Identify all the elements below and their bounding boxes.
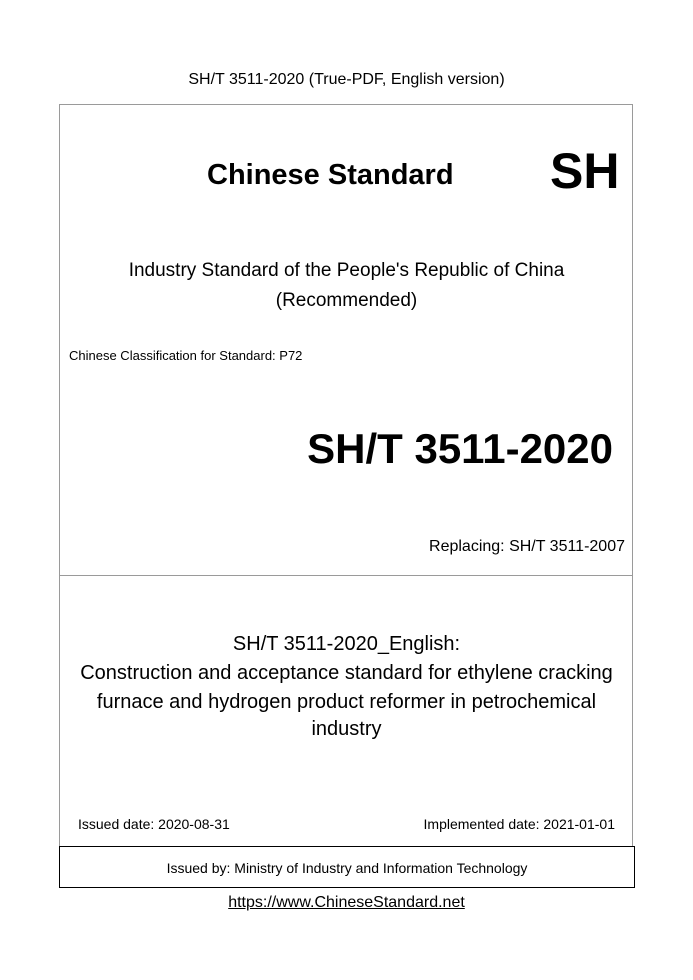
document-title-line: industry (311, 718, 382, 740)
standard-code-mark: SH (550, 143, 620, 199)
standard-number: SH/T 3511-2020 (307, 425, 613, 472)
english-title-code: SH/T 3511-2020_English: (232, 633, 461, 655)
issued-date: Issued date: 2020-08-31 (78, 816, 230, 832)
recommended-label: (Recommended) (275, 290, 418, 311)
document-title-line: furnace and hydrogen product reformer in petrochemical (96, 691, 597, 713)
document-title-line: Construction and acceptance standard for ethylene cracking (80, 662, 613, 684)
website-link[interactable]: https://www.ChineseStandard.net (228, 894, 465, 911)
classification-label: Chinese Classification for Standard: P72 (69, 348, 303, 363)
industry-standard-line: Industry Standard of the People's Republic of China (128, 260, 565, 281)
implemented-date: Implemented date: 2021-01-01 (423, 816, 615, 832)
series-title: Chinese Standard (207, 159, 454, 191)
replacing-label: Replacing: SH/T 3511-2007 (429, 538, 625, 555)
website-footer (0, 893, 693, 913)
issuer-box (59, 846, 635, 888)
document-header-label: SH/T 3511-2020 (True-PDF, English version) (188, 71, 505, 88)
issuer-text: Issued by: Ministry of Industry and Information Technology (166, 860, 528, 876)
